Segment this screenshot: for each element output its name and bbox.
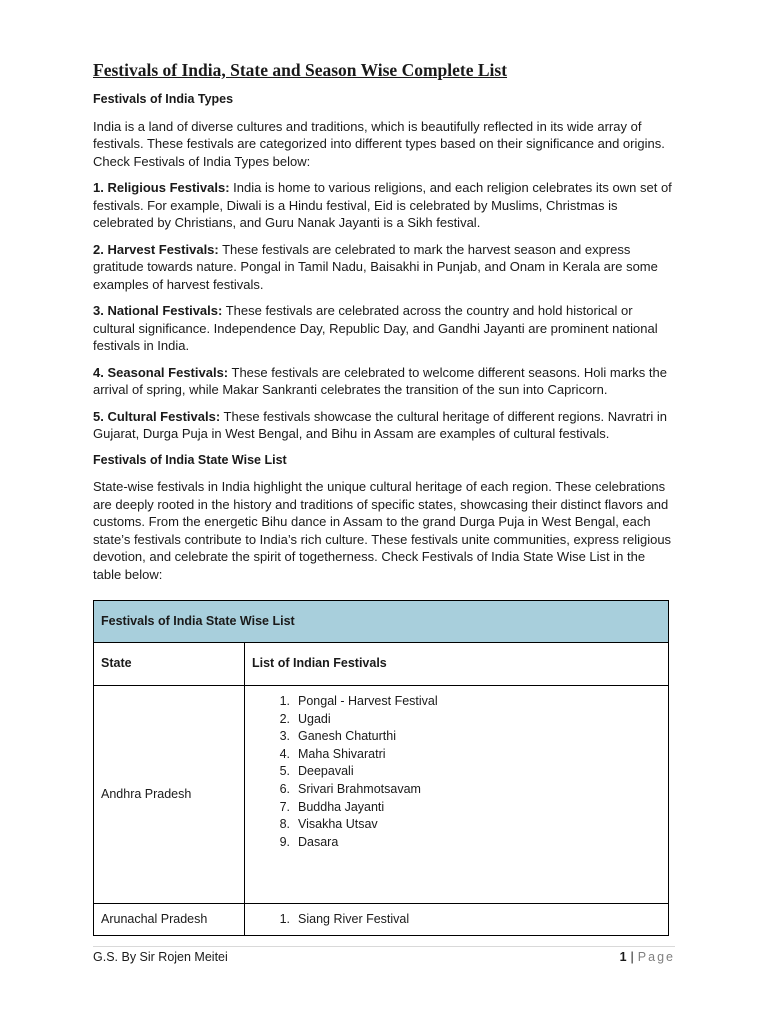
list-item: 3. Ganesh Chaturthi [252,728,661,746]
festival-name: Dasara [298,834,339,849]
list-item: 8. Visakha Utsav [252,816,661,834]
list-item: 4. Maha Shivaratri [252,746,661,764]
festival-name: Visakha Utsav [298,817,378,832]
intro-paragraph: India is a land of diverse cultures and traditions, which is beautifully reflected in its wide array of festivals. These festivals are categorized into different types based on their significance and origins. Check Festivals of India Types below: [93,118,665,169]
festival-list-cell [245,686,669,904]
page-separator: | [630,950,634,964]
table-row [94,686,669,904]
list-item: 5. Deepavali [252,763,661,781]
type-text: These festivals are celebrated to mark the harvest season and express gratitude towards nature. Pongal in Tamil Nadu, Baisakhi in Punjab, and Onam in Kerala are some examples of harvest festivals. [93,241,658,292]
festival-name: Ugadi [298,711,331,726]
page-number: 1 [619,950,627,964]
list-item: 1. Siang River Festival [252,911,661,929]
festival-list-cell [245,904,669,936]
state-cell: Arunachal Pradesh [94,904,245,936]
type-item-national [93,302,675,355]
festival-name: Maha Shivaratri [298,746,386,761]
state-cell: Andhra Pradesh [94,686,245,904]
festival-name: Srivari Brahmotsavam [298,781,421,796]
type-text: These festivals are celebrated across the country and hold historical or cultural significance. Independence Day, Republic Day, and Gandhi Jayanti are prominent national festivals in India. [93,303,658,353]
type-text: These festivals showcase the cultural heritage of different regions. Navratri in Gujarat, Durga Puja in West Bengal, and Bihu in Assam are examples of cultural festivals. [93,408,667,441]
state-heading: Festivals of India State Wise List [93,452,287,467]
page-footer [93,946,675,967]
type-label: 2. Harvest Festivals: [93,241,219,257]
types-heading: Festivals of India Types [93,92,234,106]
column-header-festivals: List of Indian Festivals [245,643,669,686]
list-item: 6. Srivari Brahmotsavam [252,781,661,799]
list-item: 1. Pongal - Harvest Festival [252,693,661,711]
type-item-harvest [93,241,675,294]
table-caption-row [94,601,669,643]
type-label: 1. Religious Festivals: [93,180,230,195]
document-title: Festivals of India, State and Season Wise Complete List [93,60,508,80]
festival-list [252,693,661,851]
festival-name: Ganesh Chaturthi [298,729,396,744]
footer-author: G.S. By Sir Rojen Meitei [93,950,228,964]
festival-list [252,911,661,929]
festivals-table [93,600,669,936]
table-header-row [94,643,669,686]
type-label: 4. Seasonal Festivals: [93,364,229,380]
page-indicator [620,949,675,967]
type-item-seasonal [93,364,675,399]
page-label: Page [637,950,675,964]
type-label: 3. National Festivals: [93,303,223,318]
list-item: 7. Buddha Jayanti [252,799,661,817]
list-item: 9. Dasara [252,834,661,852]
festival-name: Siang River Festival [298,911,410,926]
type-item-religious [93,179,675,232]
table-caption: Festivals of India State Wise List [94,601,669,643]
type-text: These festivals are celebrated to welcome different seasons. Holi marks the arrival of spring, while Makar Sankranti celebrates the transition of the sun into Capricorn. [93,364,667,397]
type-text: India is home to various religions, and each religion celebrates its own set of festivals. For example, Diwali is a Hindu festival, Eid is celebrated by Muslims, Christmas is celebrated by Christians, and Guru Nanak Jayanti is a Sikh festival. [93,180,672,230]
state-intro-paragraph: State-wise festivals in India highlight the unique cultural heritage of each region. These celebrations are deeply rooted in the history and traditions of specific states, showcasing their distinct flavors and customs. From the energetic Bihu dance in Assam to the grand Durga Puja in West Bengal, each state’s festivals contribute to India’s rich culture. These festivals unite communities, express religious devotion, and celebrate the spirit of togetherness. Check Festivals of India State Wise List in the table below: [93,479,672,582]
document-page [93,58,675,936]
festival-name: Buddha Jayanti [298,799,385,814]
type-label: 5. Cultural Festivals: [93,408,221,424]
list-item: 2. Ugadi [252,711,661,729]
festival-name: Deepavali [298,764,354,779]
festival-name: Pongal - Harvest Festival [298,694,438,708]
type-item-cultural [93,408,675,443]
column-header-state: State [94,643,245,686]
table-row [94,904,669,936]
